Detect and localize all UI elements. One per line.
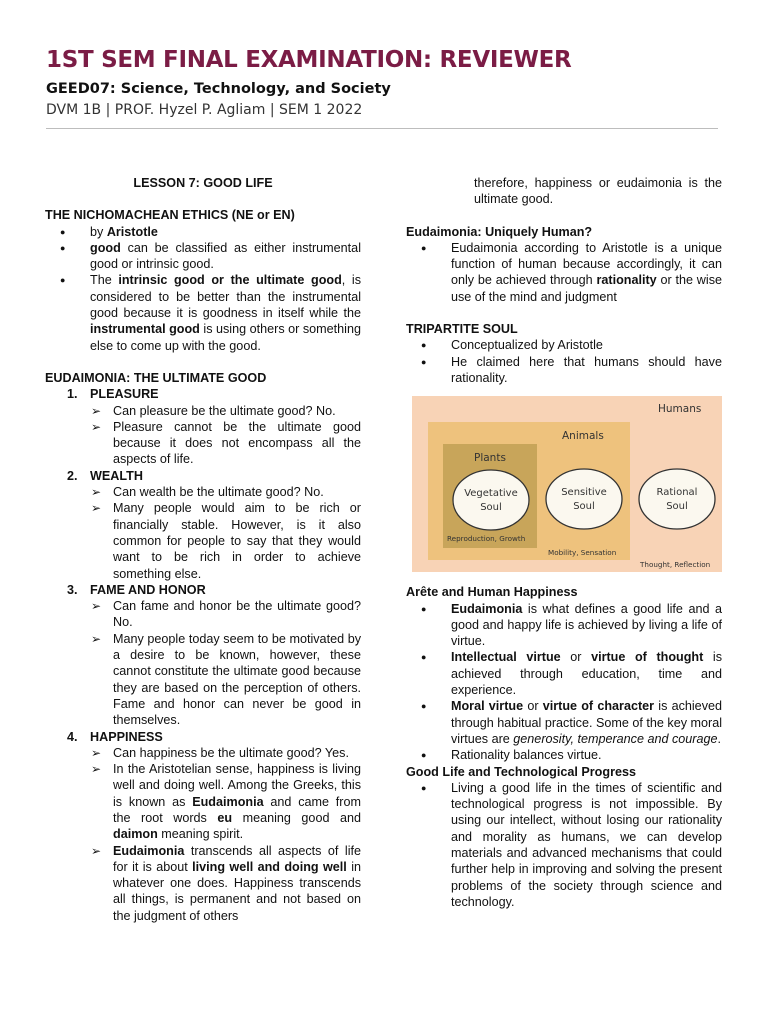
list-item: ● Eudaimonia is what defines a good life and a good and happy life is achieved by living a life of virtue. — [406, 601, 722, 650]
course-subtitle: GEED07: Science, Technology, and Society — [46, 81, 391, 97]
good-life-heading: Good Life and Technological Progress — [406, 764, 636, 779]
numbered-item-wealth: 2. WEALTH — [67, 468, 143, 483]
continued-text: therefore, happiness or eudaimonia is the ultimate good. — [474, 176, 722, 207]
tripartite-soul-diagram — [412, 396, 722, 572]
good-life-list — [406, 780, 722, 910]
numbered-item-happiness: 4. HAPPINESS — [67, 729, 163, 744]
ts-list — [406, 337, 722, 386]
list-item: ● Intellectual virtue or virtue of thought is achieved through education, time and experience. — [406, 649, 722, 698]
right-column — [406, 175, 722, 910]
list-item: ➢ Can wealth be the ultimate good? No. — [45, 484, 361, 500]
list-item: ● Conceptualized by Aristotle — [406, 337, 722, 353]
rational-soul-ellipse — [639, 469, 715, 529]
list-item: ➢ Can fame and honor be the ultimate good? No. — [45, 598, 361, 631]
arete-list — [406, 601, 722, 764]
list-item: ➢ Eudaimonia transcends all aspects of life for it is about living well and doing well in whatever one does. Happiness transcends all things, is permanent and not based on the judgment of others — [45, 843, 361, 924]
document-title: 1ST SEM FINAL EXAMINATION: REVIEWER — [46, 47, 572, 73]
eudaimonia-heading: EUDAIMONIA: THE ULTIMATE GOOD — [45, 370, 267, 385]
list-item: ● Moral virtue or virtue of character is achieved through habitual practice. Some of the key moral virtues are generosity, temperance and courage. — [406, 698, 722, 747]
list-item: ● Rationality balances virtue. — [406, 747, 722, 763]
list-item: ● Living a good life in the times of scientific and technological progress is not impossible. By using our intellect, without losing our rationality and morality as humans, we can develop materials and advanced mechanisms that could further help in improving and solving the present problems of the society through science and technology. — [406, 780, 722, 910]
list-item: ● good can be classified as either instrumental good or intrinsic good. — [45, 240, 361, 273]
list-item: ➢ Pleasure cannot be the ultimate good because it does not encompass all the aspects of life. — [45, 419, 361, 468]
list-item: ● The intrinsic good or the ultimate good, is considered to be better than the instrumental good because it is goodness in itself while the instrumental good is using others or something else to come up with the good. — [45, 272, 361, 353]
list-item: ● He claimed here that humans should have rationality. — [406, 354, 722, 387]
list-item: ● by Aristotle — [45, 224, 361, 240]
list-item: ➢ Many people today seem to be motivated by a desire to be known, however, these cannot constitute the ultimate good because they are based on the perception of others. Fame and honor can never be good in themselves. — [45, 631, 361, 729]
document-header — [46, 44, 726, 120]
uh-list — [406, 240, 722, 305]
numbered-item-fame: 3. FAME AND HONOR — [67, 582, 206, 597]
lesson-heading: LESSON 7: GOOD LIFE — [133, 176, 273, 190]
rational-label: Rational — [656, 487, 698, 499]
sensitive-soul-label: Soul — [573, 501, 595, 513]
list-item: ➢ In the Aristotelian sense, happiness is living well and doing well. Among the Greeks, this is known as Eudaimonia and came from the root words eu meaning good and daimon meaning spirit. — [45, 761, 361, 842]
list-item: ➢ Many people would aim to be rich or financially stable. However, is it also common for people to say that they would want to be rich in order to achieve something else. — [45, 500, 361, 581]
arete-heading: Arête and Human Happiness — [406, 585, 578, 600]
course-meta: DVM 1B | PROF. Hyzel P. Agliam | SEM 1 2022 — [46, 102, 363, 118]
plants-caption: Reproduction, Growth — [447, 534, 526, 544]
sensitive-label: Sensitive — [561, 487, 607, 499]
numbered-item-pleasure: 1. PLEASURE — [67, 387, 159, 402]
vegetative-label: Vegetative — [464, 488, 518, 500]
animals-caption: Mobility, Sensation — [548, 548, 617, 558]
humans-caption: Thought, Reflection — [640, 560, 711, 570]
animals-label: Animals — [562, 430, 604, 443]
vegetative-soul-label: Soul — [480, 502, 502, 514]
uniquely-human-heading: Eudaimonia: Uniquely Human? — [406, 224, 593, 239]
list-item: ➢ Can happiness be the ultimate good? Yes. — [45, 745, 361, 761]
left-column — [45, 175, 361, 924]
header-divider — [46, 128, 718, 129]
sensitive-soul-ellipse — [546, 469, 622, 529]
humans-label: Humans — [658, 403, 702, 416]
tripartite-heading: TRIPARTITE SOUL — [406, 322, 518, 337]
ne-list — [45, 224, 361, 354]
vegetative-soul-ellipse — [453, 470, 529, 530]
list-item: ➢ Can pleasure be the ultimate good? No. — [45, 403, 361, 419]
plants-label: Plants — [474, 452, 506, 465]
ne-heading: THE NICHOMACHEAN ETHICS (NE or EN) — [45, 208, 295, 223]
list-item: ● Eudaimonia according to Aristotle is a unique function of human because accordingly, it can only be achieved through rationality or the wise use of the mind and judgment — [406, 240, 722, 305]
rational-soul-label: Soul — [666, 501, 688, 513]
